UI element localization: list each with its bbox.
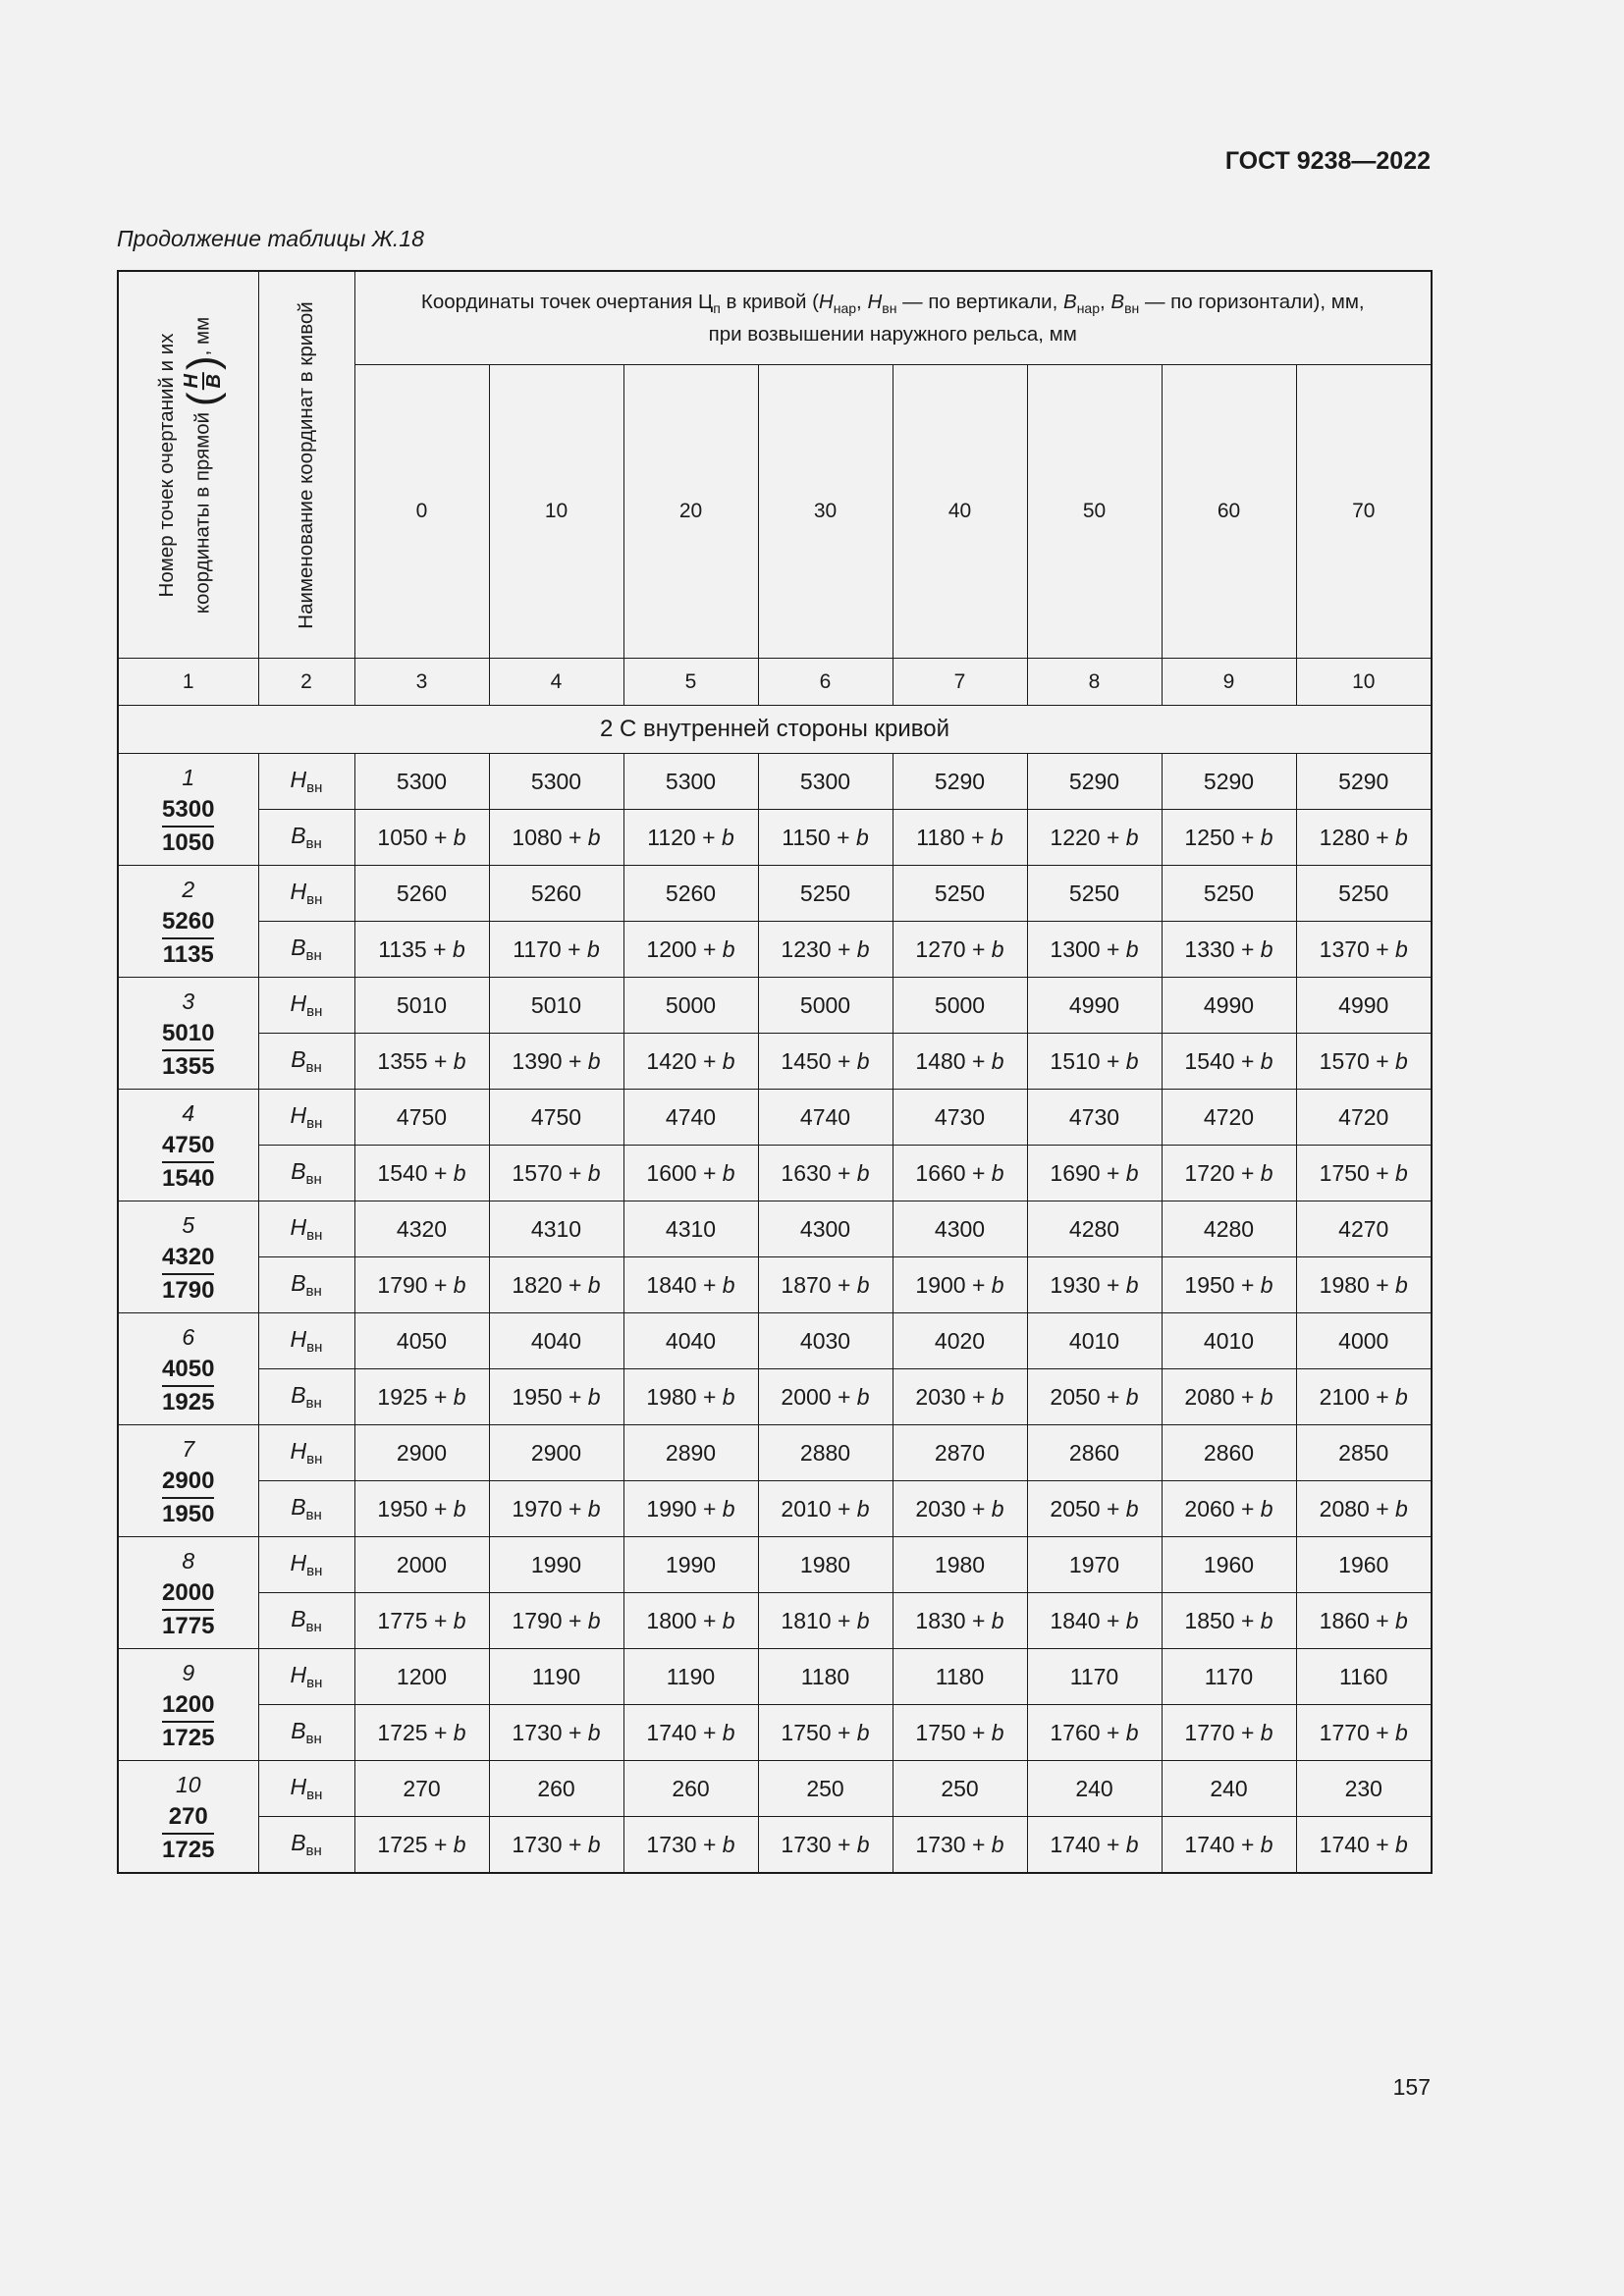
coord-name-h: $H_{вн}$ [258,1761,354,1817]
table-row [118,1705,1432,1761]
b-value: 1150 + b [758,810,893,866]
b-value: 1725 + b [354,1705,489,1761]
h-value: 5300 [489,754,623,810]
point-cell [118,1537,258,1649]
b-value: 1790 + b [354,1257,489,1313]
b-value: 2100 + b [1296,1369,1432,1425]
point-number: 6 [182,1323,195,1350]
b-value: 1510 + b [1027,1034,1162,1090]
b-value: 1750 + b [893,1705,1027,1761]
h-value: 260 [489,1761,623,1817]
b-value: 1725 + b [354,1817,489,1874]
h-value: 2860 [1027,1425,1162,1481]
b-value: 1250 + b [1162,810,1296,866]
table-row [118,754,1432,810]
b-value: 2010 + b [758,1481,893,1537]
point-cell [118,1425,258,1537]
point-number: 10 [175,1771,201,1797]
h-value: 5290 [1162,754,1296,810]
h-value: 1960 [1162,1537,1296,1593]
h-value: 4730 [1027,1090,1162,1146]
h-value: 270 [354,1761,489,1817]
point-number: 7 [182,1435,195,1462]
elevation-header: 60 [1162,365,1296,659]
table-row [118,1649,1432,1705]
b-value: 1950 + b [1162,1257,1296,1313]
h-value: 4010 [1027,1313,1162,1369]
b-value: 1230 + b [758,922,893,978]
point-fraction: $\frac{5260}{1135}$ [162,907,215,968]
h-value: 5260 [623,866,758,922]
b-value: 1690 + b [1027,1146,1162,1201]
b-value: 1840 + b [623,1257,758,1313]
col1-header: Номер точек очертаний и их координаты в прямой ( H B ), мм [118,271,258,659]
point-fraction: $\frac{1200}{1725}$ [162,1690,215,1751]
b-value: 1830 + b [893,1593,1027,1649]
h-value: 4300 [758,1201,893,1257]
h-value: 4990 [1027,978,1162,1034]
b-value: 1800 + b [623,1593,758,1649]
coord-name-b: $B_{вн}$ [258,1817,354,1874]
h-value: 5000 [893,978,1027,1034]
h-value: 4720 [1296,1090,1432,1146]
h-value: 1990 [623,1537,758,1593]
table-row [118,1034,1432,1090]
h-value: 1170 [1162,1649,1296,1705]
h-value: 5250 [758,866,893,922]
b-value: 1990 + b [623,1481,758,1537]
h-value: 2850 [1296,1425,1432,1481]
h-value: 5000 [758,978,893,1034]
point-fraction: $\frac{4750}{1540}$ [162,1131,215,1192]
b-value: 1270 + b [893,922,1027,978]
elevation-header: 40 [893,365,1027,659]
h-value: 250 [893,1761,1027,1817]
column-number: 4 [489,659,623,706]
col1-header-line1: Номер точек очертаний и их [154,333,178,597]
b-value: 1730 + b [893,1817,1027,1874]
table-row [118,1425,1432,1481]
h-value: 4050 [354,1313,489,1369]
point-number: 2 [182,876,195,902]
h-value: 5300 [758,754,893,810]
point-fraction: $\frac{2900}{1950}$ [162,1467,215,1527]
table-row [118,1313,1432,1369]
b-value: 2060 + b [1162,1481,1296,1537]
h-value: 1190 [489,1649,623,1705]
b-value: 1740 + b [1162,1817,1296,1874]
b-value: 1740 + b [1027,1817,1162,1874]
h-value: 2000 [354,1537,489,1593]
h-value: 240 [1162,1761,1296,1817]
b-value: 1840 + b [1027,1593,1162,1649]
point-number: 1 [182,764,195,790]
point-fraction: $\frac{5010}{1355}$ [162,1019,215,1080]
h-value: 4750 [354,1090,489,1146]
b-value: 2030 + b [893,1481,1027,1537]
b-value: 1750 + b [1296,1146,1432,1201]
h-value: 5260 [354,866,489,922]
h-value: 240 [1027,1761,1162,1817]
b-value: 1770 + b [1162,1705,1296,1761]
table-row [118,1369,1432,1425]
section-title: 2 С внутренней стороны кривой [118,706,1432,754]
table-caption: Продолжение таблицы Ж.18 [117,226,424,251]
column-number: 3 [354,659,489,706]
point-cell [118,1090,258,1201]
h-value: 4750 [489,1090,623,1146]
h-value: 4280 [1027,1201,1162,1257]
coord-name-h: $H_{вн}$ [258,1090,354,1146]
point-number: 4 [182,1099,195,1126]
coord-name-b: $B_{вн}$ [258,1034,354,1090]
col2-header: Наименование координат в кривой [258,271,354,659]
b-value: 1570 + b [489,1146,623,1201]
b-value: 1850 + b [1162,1593,1296,1649]
h-value: 2860 [1162,1425,1296,1481]
h-value: 4030 [758,1313,893,1369]
coord-name-b: $B_{вн}$ [258,1481,354,1537]
h-value: 2870 [893,1425,1027,1481]
h-value: 1980 [758,1537,893,1593]
h-value: 1180 [893,1649,1027,1705]
table-row [118,1537,1432,1593]
h-value: 4310 [489,1201,623,1257]
b-value: 1770 + b [1296,1705,1432,1761]
span-header: Координаты точек очертания $Ц_п$ в кривой ($H_{нар}$, $H_{вн}$ — по вертикали, $B_{нар}$, $B_{вн}$ — по горизонтали), мм, при возвышении наружного рельса, мм [354,271,1432,365]
point-fraction: $\frac{270}{1725}$ [162,1802,215,1863]
h-value: 1200 [354,1649,489,1705]
point-cell [118,1761,258,1874]
h-value: 4740 [623,1090,758,1146]
coord-name-h: $H_{вн}$ [258,1313,354,1369]
b-value: 2000 + b [758,1369,893,1425]
b-value: 1860 + b [1296,1593,1432,1649]
coord-name-h: $H_{вн}$ [258,1537,354,1593]
h-value: 5250 [1027,866,1162,922]
b-value: 1480 + b [893,1034,1027,1090]
b-value: 1660 + b [893,1146,1027,1201]
b-value: 1420 + b [623,1034,758,1090]
h-value: 5290 [1296,754,1432,810]
col1-header-unit: , мм [190,316,214,355]
page-number: 157 [1392,2074,1431,2100]
h-value: 1190 [623,1649,758,1705]
h-value: 4040 [623,1313,758,1369]
elevation-header: 10 [489,365,623,659]
coord-name-b: $B_{вн}$ [258,810,354,866]
h-value: 5300 [623,754,758,810]
document-id: ГОСТ 9238—2022 [1224,147,1431,175]
h-value: 5300 [354,754,489,810]
b-value: 1355 + b [354,1034,489,1090]
h-value: 1170 [1027,1649,1162,1705]
h-value: 4990 [1296,978,1432,1034]
table-row [118,1090,1432,1146]
b-value: 2050 + b [1027,1369,1162,1425]
table-row [118,1146,1432,1201]
coord-name-h: $H_{вн}$ [258,978,354,1034]
b-value: 1730 + b [489,1817,623,1874]
col1-header-line2: координаты в прямой [190,411,214,614]
b-value: 1750 + b [758,1705,893,1761]
b-value: 1080 + b [489,810,623,866]
point-cell [118,1649,258,1761]
h-value: 5010 [354,978,489,1034]
b-value: 1170 + b [489,922,623,978]
coord-name-h: $H_{вн}$ [258,1201,354,1257]
b-value: 1540 + b [1162,1034,1296,1090]
b-value: 1775 + b [354,1593,489,1649]
h-value: 5250 [893,866,1027,922]
h-value: 4320 [354,1201,489,1257]
point-number: 9 [182,1659,195,1685]
b-value: 1220 + b [1027,810,1162,866]
b-value: 1540 + b [354,1146,489,1201]
h-value: 4300 [893,1201,1027,1257]
coord-name-b: $B_{вн}$ [258,1593,354,1649]
h-value: 4740 [758,1090,893,1146]
h-value: 4280 [1162,1201,1296,1257]
column-number: 10 [1296,659,1432,706]
h-value: 4730 [893,1090,1027,1146]
b-value: 1120 + b [623,810,758,866]
coord-name-b: $B_{вн}$ [258,1705,354,1761]
b-value: 1740 + b [1296,1817,1432,1874]
h-value: 260 [623,1761,758,1817]
h-value: 2890 [623,1425,758,1481]
b-value: 1810 + b [758,1593,893,1649]
elevation-header: 30 [758,365,893,659]
h-value: 5260 [489,866,623,922]
h-value: 2880 [758,1425,893,1481]
coord-name-h: $H_{вн}$ [258,1649,354,1705]
point-number: 3 [182,988,195,1014]
h-value: 5250 [1296,866,1432,922]
h-value: 5250 [1162,866,1296,922]
b-value: 1900 + b [893,1257,1027,1313]
h-value: 5290 [893,754,1027,810]
b-value: 1450 + b [758,1034,893,1090]
column-number: 2 [258,659,354,706]
h-value: 1990 [489,1537,623,1593]
h-value: 5000 [623,978,758,1034]
h-value: 2900 [489,1425,623,1481]
h-value: 4000 [1296,1313,1432,1369]
table-row [118,1257,1432,1313]
b-value: 1730 + b [489,1705,623,1761]
table-row [118,978,1432,1034]
point-cell [118,754,258,866]
b-value: 2080 + b [1296,1481,1432,1537]
coord-name-h: $H_{вн}$ [258,866,354,922]
b-value: 1330 + b [1162,922,1296,978]
point-number: 8 [182,1547,195,1574]
h-value: 1970 [1027,1537,1162,1593]
column-number: 9 [1162,659,1296,706]
table-row [118,866,1432,922]
b-value: 1820 + b [489,1257,623,1313]
b-value: 1720 + b [1162,1146,1296,1201]
h-value: 4270 [1296,1201,1432,1257]
h-value: 4310 [623,1201,758,1257]
b-value: 1870 + b [758,1257,893,1313]
b-value: 1570 + b [1296,1034,1432,1090]
coord-name-b: $B_{вн}$ [258,1146,354,1201]
b-value: 1980 + b [1296,1257,1432,1313]
h-value: 5290 [1027,754,1162,810]
point-cell [118,1201,258,1313]
b-value: 1970 + b [489,1481,623,1537]
column-number: 8 [1027,659,1162,706]
elevation-header: 70 [1296,365,1432,659]
column-number: 7 [893,659,1027,706]
b-value: 1370 + b [1296,922,1432,978]
elevation-header: 50 [1027,365,1162,659]
b-value: 1740 + b [623,1705,758,1761]
b-value: 1200 + b [623,922,758,978]
b-value: 1950 + b [489,1369,623,1425]
h-value: 1180 [758,1649,893,1705]
b-value: 1930 + b [1027,1257,1162,1313]
column-number: 5 [623,659,758,706]
table-row [118,1201,1432,1257]
coord-name-b: $B_{вн}$ [258,1369,354,1425]
column-number: 6 [758,659,893,706]
column-number: 1 [118,659,258,706]
b-value: 2050 + b [1027,1481,1162,1537]
h-value: 4990 [1162,978,1296,1034]
b-value: 1630 + b [758,1146,893,1201]
h-value: 4040 [489,1313,623,1369]
point-fraction: $\frac{2000}{1775}$ [162,1578,215,1639]
b-value: 1760 + b [1027,1705,1162,1761]
point-fraction: $\frac{5300}{1050}$ [162,795,215,856]
h-value: 1160 [1296,1649,1432,1705]
b-value: 1790 + b [489,1593,623,1649]
coordinates-table [117,270,1433,1874]
h-value: 4720 [1162,1090,1296,1146]
point-cell [118,1313,258,1425]
table-row [118,1761,1432,1817]
table-row [118,1593,1432,1649]
col1-header-fraction: H B [180,373,225,388]
b-value: 1135 + b [354,922,489,978]
point-cell [118,866,258,978]
b-value: 1980 + b [623,1369,758,1425]
elevation-header: 0 [354,365,489,659]
h-value: 1980 [893,1537,1027,1593]
point-cell [118,978,258,1090]
b-value: 1280 + b [1296,810,1432,866]
b-value: 1300 + b [1027,922,1162,978]
h-value: 4010 [1162,1313,1296,1369]
b-value: 1730 + b [623,1817,758,1874]
coord-name-h: $H_{вн}$ [258,1425,354,1481]
h-value: 5010 [489,978,623,1034]
b-value: 1390 + b [489,1034,623,1090]
table-row [118,1817,1432,1874]
b-value: 2080 + b [1162,1369,1296,1425]
h-value: 2900 [354,1425,489,1481]
b-value: 1050 + b [354,810,489,866]
h-value: 250 [758,1761,893,1817]
h-value: 1960 [1296,1537,1432,1593]
elevation-header: 20 [623,365,758,659]
table-row [118,810,1432,866]
point-fraction: $\frac{4050}{1925}$ [162,1355,215,1415]
b-value: 1950 + b [354,1481,489,1537]
b-value: 1600 + b [623,1146,758,1201]
coord-name-h: $H_{вн}$ [258,754,354,810]
table-row [118,1481,1432,1537]
h-value: 4020 [893,1313,1027,1369]
coord-name-b: $B_{вн}$ [258,1257,354,1313]
b-value: 1730 + b [758,1817,893,1874]
point-fraction: $\frac{4320}{1790}$ [162,1243,215,1304]
point-number: 5 [182,1211,195,1238]
b-value: 1925 + b [354,1369,489,1425]
b-value: 2030 + b [893,1369,1027,1425]
table-row [118,922,1432,978]
coord-name-b: $B_{вн}$ [258,922,354,978]
h-value: 230 [1296,1761,1432,1817]
b-value: 1180 + b [893,810,1027,866]
